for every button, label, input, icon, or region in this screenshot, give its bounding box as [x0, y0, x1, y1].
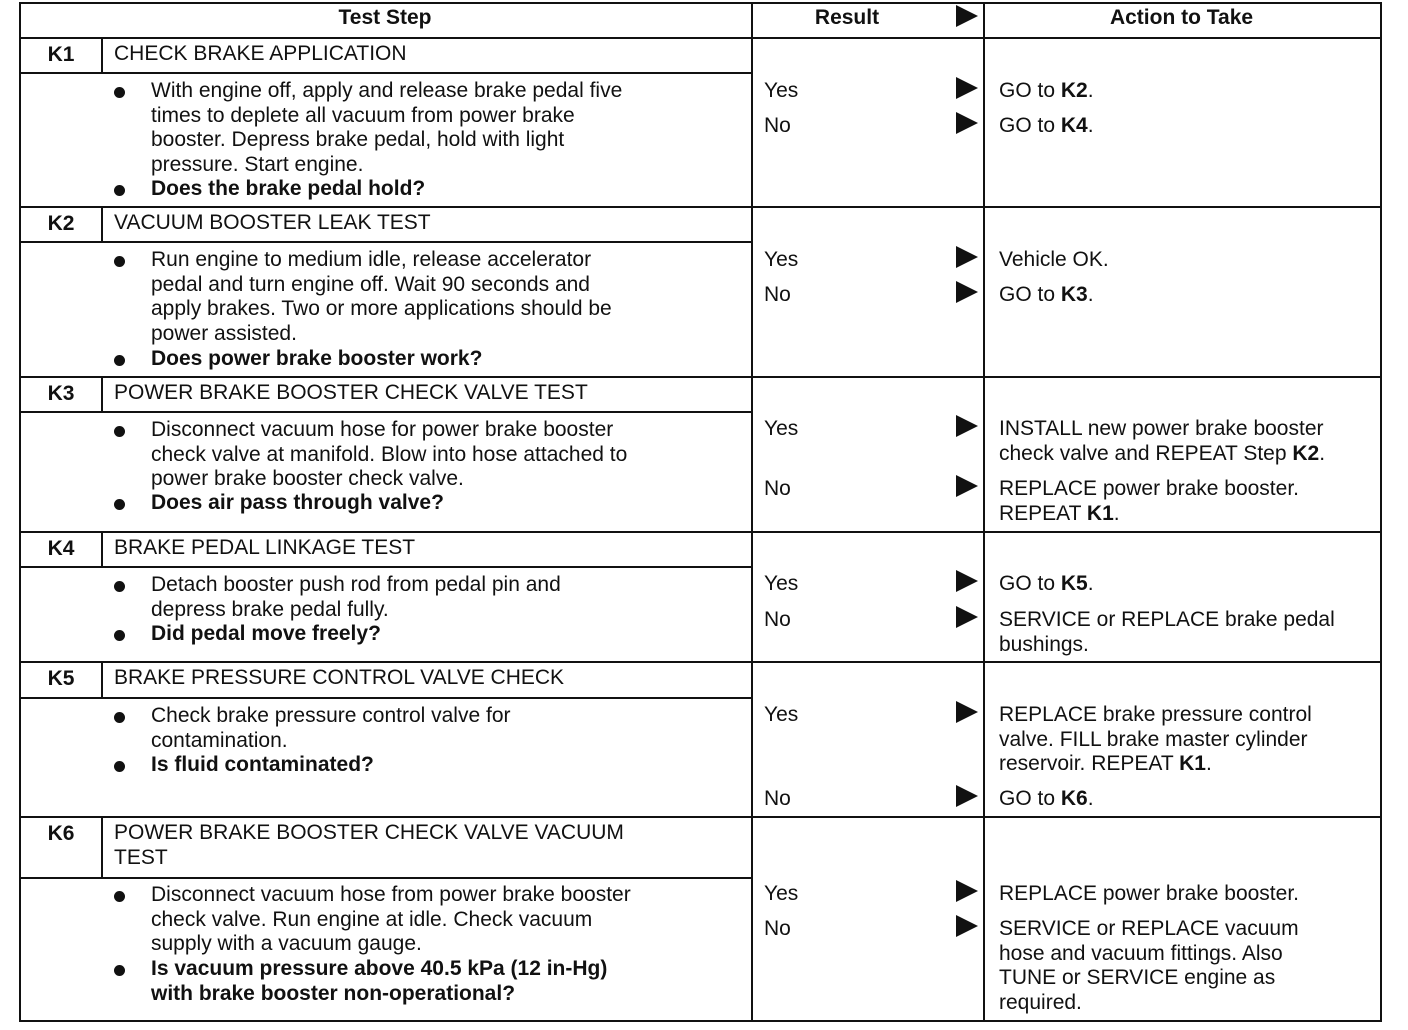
bullet-dot-icon [114, 761, 125, 772]
action-text [999, 966, 1275, 991]
step-instruction: Check brake pressure control valve for [151, 704, 511, 727]
step-question: with brake booster non-operational? [151, 981, 516, 1005]
result-yes: Yes [764, 79, 799, 102]
step-instruction: pedal and turn engine off. Wait 90 seconds and [151, 272, 590, 296]
result-arrow-icon [956, 415, 978, 437]
result-yes: Yes [764, 882, 799, 905]
result-arrow-icon [956, 570, 978, 592]
header-top-rule [19, 2, 1382, 4]
title-divider [19, 72, 751, 74]
action-text-segment: . [1319, 441, 1326, 465]
step-instruction: Run engine to medium idle, release accelerator [151, 248, 592, 271]
result-arrow-icon [956, 475, 978, 497]
step-reference: K3 [1060, 283, 1088, 306]
bullet-dot-icon [114, 712, 125, 723]
step-question: Does the brake pedal hold? [151, 177, 426, 200]
step-reference: K2 [1292, 441, 1320, 465]
result-yes: Yes [764, 417, 799, 440]
result-no: No [764, 114, 791, 137]
action-text [999, 608, 1335, 633]
result-yes: Yes [764, 572, 799, 595]
action-text [999, 882, 1299, 907]
step-question: Is vacuum pressure above 40.5 kPa (12 in-Hg) [151, 957, 608, 980]
title-divider [19, 566, 751, 568]
action-text-segment: . [1113, 501, 1120, 525]
step-code: K6 [47, 822, 75, 845]
row-separator [19, 531, 1382, 533]
action-text-segment: INSTALL new power brake booster [999, 417, 1324, 440]
action-text [999, 633, 1089, 658]
step-title: TEST [114, 845, 168, 869]
row-separator [19, 816, 1382, 818]
step-instruction: apply brakes. Two or more applications should be [151, 297, 612, 321]
step-instruction: times to deplete all vacuum from power brake [151, 103, 575, 127]
step-instruction: Detach booster push rod from pedal pin and [151, 573, 561, 596]
action-text-segment: REPEAT [999, 501, 1087, 525]
step-code: K2 [47, 212, 75, 235]
result-yes: Yes [764, 703, 799, 726]
bullet-dot-icon [114, 965, 125, 976]
title-divider [19, 877, 751, 879]
step-code: K4 [47, 537, 75, 560]
bullet-dot-icon [114, 87, 125, 98]
step-instruction: check valve. Run engine at idle. Check vacuum [151, 907, 593, 931]
action-text [999, 502, 1120, 527]
step-title: VACUUM BOOSTER LEAK TEST [114, 211, 431, 234]
action-text [999, 917, 1299, 942]
action-text [999, 572, 1094, 597]
action-text-segment: . [1087, 283, 1094, 306]
bullet-dot-icon [114, 256, 125, 267]
header-test-step: Test Step [338, 6, 432, 29]
action-text [999, 79, 1094, 104]
result-arrow-icon [956, 112, 978, 134]
action-text [999, 283, 1094, 308]
step-code: K3 [47, 382, 75, 405]
step-instruction: Disconnect vacuum hose from power brake booster [151, 883, 631, 906]
step-reference: K6 [1060, 787, 1088, 810]
step-title: CHECK BRAKE APPLICATION [114, 42, 407, 65]
step-title: POWER BRAKE BOOSTER CHECK VALVE TEST [114, 381, 588, 404]
action-text-segment: bushings. [999, 632, 1089, 656]
code-divider [101, 206, 103, 241]
bullet-dot-icon [114, 581, 125, 592]
bullet-dot-icon [114, 185, 125, 196]
step-code: K1 [47, 43, 75, 66]
step-title: POWER BRAKE BOOSTER CHECK VALVE VACUUM [114, 821, 624, 844]
action-text-segment: GO to [999, 283, 1061, 306]
action-text-segment: SERVICE or REPLACE brake pedal [999, 608, 1335, 631]
result-arrow-icon [956, 77, 978, 99]
step-instruction: With engine off, apply and release brake pedal five [151, 79, 623, 102]
header-action: Action to Take [1109, 6, 1254, 29]
code-divider [101, 816, 103, 877]
step-title: BRAKE PRESSURE CONTROL VALVE CHECK [114, 666, 565, 689]
title-divider [19, 241, 751, 243]
step-instruction: power brake booster check valve. [151, 467, 464, 491]
action-text-segment: . [1205, 752, 1212, 776]
action-text-segment: valve. FILL brake master cylinder [999, 727, 1308, 751]
step-reference: K5 [1060, 572, 1088, 595]
action-text [999, 442, 1325, 467]
action-text [999, 114, 1094, 139]
action-text-segment: TUNE or SERVICE engine as [999, 966, 1276, 990]
action-text-segment: reservoir. REPEAT [999, 752, 1180, 776]
bullet-dot-icon [114, 630, 125, 641]
step-reference: K2 [1060, 79, 1088, 102]
step-instruction: pressure. Start engine. [151, 153, 364, 177]
action-text-segment: hose and vacuum fittings. Also [999, 941, 1283, 965]
action-text-segment: GO to [999, 572, 1061, 595]
code-divider [101, 531, 103, 566]
column-divider [983, 2, 985, 1020]
result-yes: Yes [764, 248, 799, 271]
result-no: No [764, 917, 791, 940]
action-text-segment: REPLACE brake pressure control [999, 703, 1312, 726]
step-question: Does power brake booster work? [151, 347, 483, 370]
result-arrow-icon [956, 606, 978, 628]
header-arrow-icon [956, 5, 978, 27]
row-separator [19, 376, 1382, 378]
title-divider [19, 697, 751, 699]
step-instruction: supply with a vacuum gauge. [151, 932, 422, 956]
action-text [999, 248, 1109, 273]
code-divider [101, 376, 103, 411]
step-reference: K1 [1179, 752, 1206, 776]
result-arrow-icon [956, 785, 978, 807]
row-separator [19, 661, 1382, 663]
action-text-segment: REPLACE power brake booster. [999, 477, 1299, 500]
column-divider [751, 2, 753, 1020]
action-text-segment: required. [999, 991, 1082, 1015]
step-instruction: Disconnect vacuum hose for power brake booster [151, 418, 614, 441]
action-text-segment: SERVICE or REPLACE vacuum [999, 917, 1299, 940]
action-text-segment: . [1087, 787, 1094, 810]
action-text-segment: GO to [999, 79, 1061, 102]
result-arrow-icon [956, 915, 978, 937]
action-text-segment: check valve and REPEAT Step [999, 441, 1293, 465]
bullet-dot-icon [114, 426, 125, 437]
action-text [999, 942, 1283, 967]
step-question: Did pedal move freely? [151, 622, 381, 645]
step-question: Is fluid contaminated? [151, 753, 374, 776]
action-text-segment: . [1087, 572, 1094, 595]
step-question: Does air pass through valve? [151, 491, 444, 514]
result-arrow-icon [956, 701, 978, 723]
step-reference: K1 [1086, 501, 1114, 525]
action-text [999, 787, 1094, 812]
action-text [999, 417, 1324, 442]
row-separator [19, 206, 1382, 208]
result-no: No [764, 283, 791, 306]
step-instruction: depress brake pedal fully. [151, 597, 389, 621]
header-result: Result [814, 6, 880, 29]
code-divider [101, 37, 103, 72]
title-divider [19, 411, 751, 413]
row-separator [19, 37, 1382, 39]
result-arrow-icon [956, 880, 978, 902]
result-arrow-icon [956, 246, 978, 268]
step-instruction: contamination. [151, 728, 288, 752]
step-instruction: booster. Depress brake pedal, hold with light [151, 128, 565, 152]
action-text-segment: . [1087, 79, 1094, 102]
result-no: No [764, 608, 791, 631]
step-reference: K4 [1060, 114, 1088, 137]
bullet-dot-icon [114, 355, 125, 366]
action-text-segment: REPLACE power brake booster. [999, 882, 1299, 905]
step-title: BRAKE PEDAL LINKAGE TEST [114, 536, 416, 559]
step-instruction: power assisted. [151, 322, 297, 346]
action-text-segment: Vehicle OK. [999, 248, 1109, 271]
action-text-segment: . [1087, 114, 1094, 137]
step-code: K5 [47, 667, 75, 690]
result-arrow-icon [956, 281, 978, 303]
bullet-dot-icon [114, 891, 125, 902]
action-text-segment: GO to [999, 114, 1061, 137]
action-text-segment: GO to [999, 787, 1061, 810]
action-text [999, 728, 1308, 753]
action-text [999, 703, 1312, 728]
action-text [999, 477, 1299, 502]
code-divider [101, 661, 103, 697]
bullet-dot-icon [114, 499, 125, 510]
result-no: No [764, 477, 791, 500]
action-text [999, 991, 1082, 1016]
step-instruction: check valve at manifold. Blow into hose attached to [151, 442, 628, 466]
result-no: No [764, 787, 791, 810]
action-text [999, 752, 1212, 777]
